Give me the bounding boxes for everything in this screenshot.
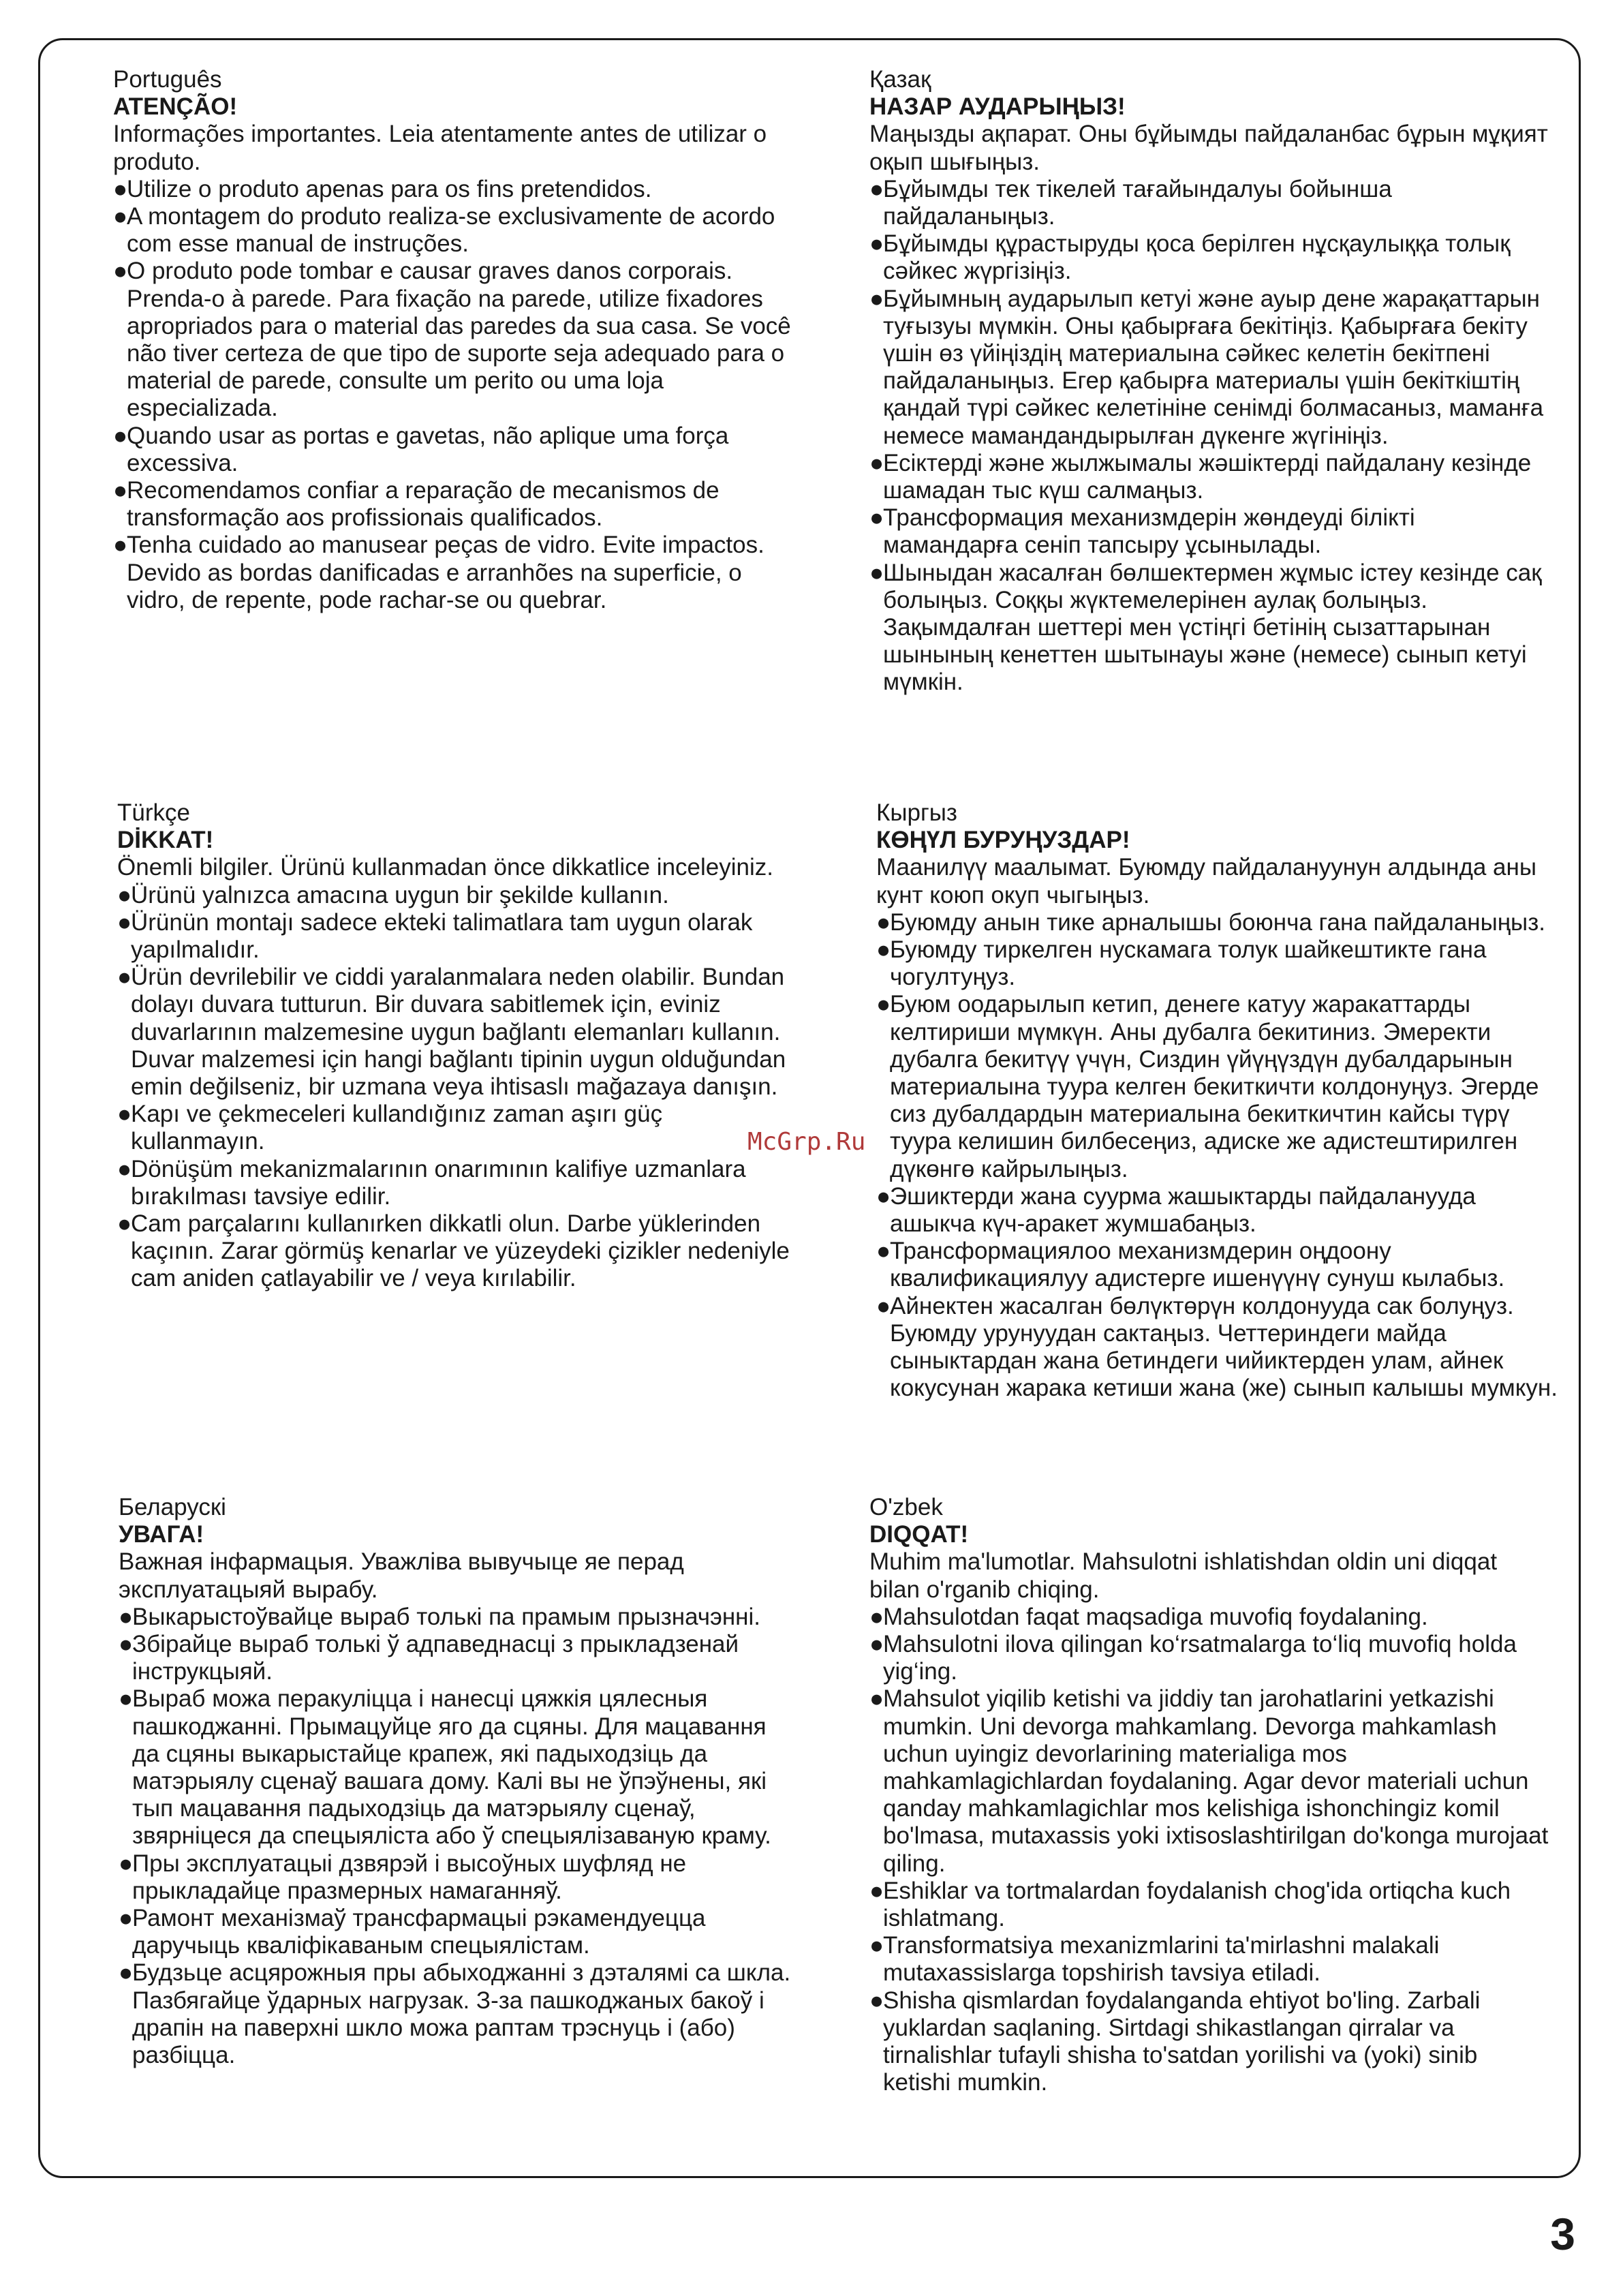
list-item-text: Mahsulotdan faqat maqsadiga muvofiq foydalaning. — [883, 1603, 1428, 1630]
list-item — [876, 1293, 1558, 1403]
list-item — [869, 450, 1551, 504]
bullet-icon: ● — [117, 1155, 132, 1182]
list-item-text: Буюмду тиркелген нускамага толук шайкештикте гана чогултуңуз. — [890, 936, 1487, 991]
bullet-icon: ● — [113, 258, 128, 285]
list-item-text: Mahsulot yiqilib ketishi va jiddiy tan jarohatlarini yetkazishi mumkin. Uni devorga mahkamlang. Devorga mahkamlash uchun uyingiz devorlarining materialiga mos mahkamlagichlardan foydalaning. Agar devor materiali uchun qanday mahkamlagichlar mos kelishiga ishonchingiz komil bo'lmasa, mutaxassis yoki ixtisoslashtirilgan do'konga murojaat qiling. — [883, 1685, 1549, 1877]
list-item — [869, 176, 1551, 230]
warning-heading: УВАГА! — [119, 1521, 204, 1548]
list-item — [869, 504, 1551, 559]
list-item-text: Tenha cuidado ao manusear peças de vidro. Evite impactos. Devido as bordas danificadas e arranhões na superficie, o vidro, de repente, pode rachar-se ou quebrar. — [127, 532, 764, 613]
intro-text: Informações importantes. Leia atentamente antes de utilizar o produto. — [113, 121, 767, 175]
intro-text: Маанилүү маалымат. Буюмду пайдалануунун алдында аны кунт коюп окуп чыгыңыз. — [876, 854, 1537, 908]
bullet-icon: ● — [876, 991, 891, 1018]
section-belarusian — [119, 1494, 800, 2069]
list-item — [113, 477, 794, 532]
bullet-icon: ● — [113, 422, 128, 449]
list-item-text: Рамонт механізмаў трансфармацыі рэкамендуецца даручыць кваліфікаваным спецыялістам. — [132, 1905, 706, 1959]
bullet-icon: ● — [869, 230, 884, 258]
list-item — [876, 909, 1558, 936]
list-item-text: Выраб можа перакуліцца і нанесці цяжкія цялесныя пашкоджанні. Прымацуйце яго да сцяны. Для мацавання да сцяны выкарыстайце крапеж, які падыходзіць да матэрыялу сценаў вашага дому. Калі вы не ўпэўнены, які тып мацавання падыходзіць да матэрыялу сценаў, звярніцеся да спецыяліста або ў спецыялізаваную краму. — [132, 1685, 771, 1850]
list-item — [113, 176, 794, 203]
list-item-text: Ürünü yalnızca amacına uygun bir şekilde kullanın. — [131, 881, 669, 908]
instruction-list — [117, 882, 799, 1293]
bullet-icon: ● — [119, 1685, 134, 1713]
list-item-text: Utilize o produto apenas para os fins pretendidos. — [127, 175, 652, 202]
intro-text: Önemli bilgiler. Ürünü kullanmadan önce dikkatlice inceleyiniz. — [117, 854, 773, 881]
bullet-icon: ● — [117, 964, 132, 991]
list-item — [876, 991, 1558, 1182]
list-item-text: Шыныдан жасалған бөлшектермен жұмыс істеу кезінде сақ болыңыз. Соққы жүктемелерінен аулақ болыңыз. Зақымдалған шеттері мен үстіңгі бетінің сызаттарынан шынының кенеттен шытынауы және (немесе) сынып кетуі мүмкін. — [883, 559, 1542, 696]
list-item — [113, 423, 794, 477]
list-item-text: Айнектен жасалган бөлүктөрүн колдонууда сак болуңуз. Буюмду урунуудан сактаңыз. Четтериндеги майда сыныктардан жана бетиндеги чийиктерден улам, айнек кокусунан жарака кетиши жана (же) сынып калышы мумкун. — [890, 1292, 1558, 1402]
list-item — [117, 1101, 799, 1155]
warning-heading: DİKKAT! — [117, 827, 214, 854]
bullet-icon: ● — [113, 203, 128, 230]
list-item — [119, 1685, 800, 1850]
instruction-list — [119, 1604, 800, 2069]
bullet-icon: ● — [119, 1905, 134, 1932]
bullet-icon: ● — [119, 1850, 134, 1877]
list-item-text: Бұйымды құрастыруды қоса берілген нұсқаулыққа толық сәйкес жүргізіңіз. — [883, 230, 1511, 285]
list-item — [113, 203, 794, 258]
bullet-icon: ● — [119, 1603, 134, 1630]
list-item-text: O produto pode tombar e causar graves danos corporais. Prenda-o à parede. Para fixação na parede, utilize fixadores apropriados para o material das paredes da sua casa. Se você não tiver certeza de que tipo de suporte seja adequado para o material de parede, consulte um perito ou uma loja especializada. — [127, 258, 791, 422]
warning-heading: ATENÇÃO! — [113, 93, 238, 121]
bullet-icon: ● — [117, 1101, 132, 1128]
list-item-text: Mahsulotni ilova qilingan ko‘rsatmalarga to‘liq muvofiq holda yig‘ing. — [883, 1631, 1517, 1685]
bullet-icon: ● — [869, 1603, 884, 1630]
instruction-list — [113, 176, 794, 614]
language-heading: Қазақ — [869, 66, 931, 93]
bullet-icon: ● — [876, 1182, 891, 1210]
language-heading: Türkçe — [117, 799, 190, 826]
list-item-text: Трансформация механизмдерін жөндеуді білікті мамандарға сеніп тапсыру ұсынылады. — [883, 504, 1415, 559]
bullet-icon: ● — [869, 1877, 884, 1904]
list-item — [869, 286, 1551, 450]
intro-text: Важная інфармацыя. Уважліва вывучыце яе перад эксплуатацыяй вырабу. — [119, 1548, 684, 1603]
list-item-text: Eshiklar va tortmalardan foydalanish chog'ida ortiqcha kuch ishlatmang. — [883, 1877, 1511, 1932]
list-item — [869, 1932, 1551, 1987]
bullet-icon: ● — [876, 936, 891, 964]
list-item-text: Будзьце асцярожныя пры абыходжанні з дэталямі са шкла. Пазбягайце ўдарных нагрузак. З-за пашкоджаных бакоў і драпін на паверхні шкло можа раптам трэснуць і (або) разбіцца. — [132, 1959, 791, 2069]
bullet-icon: ● — [869, 175, 884, 202]
warning-heading: КӨҢҮЛ БУРУҢУЗДАР! — [876, 827, 1130, 854]
section-kyrgyz — [876, 799, 1558, 1402]
bullet-icon: ● — [113, 477, 128, 504]
list-item-text: Cam parçalarını kullanırken dikkatli olun. Darbe yüklerinden kaçının. Zarar görmüş kenarlar ve yüzeydeki çizikler nedeniyle cam aniden çatlayabilir ve / veya kırılabilir. — [131, 1210, 790, 1292]
list-item — [119, 1905, 800, 1959]
instruction-list — [869, 1604, 1551, 2097]
list-item — [869, 1987, 1551, 2097]
list-item-text: Буюмду анын тике арналышы боюнча гана пайдаланыңыз. — [890, 908, 1545, 936]
list-item-text: Буюм оодарылып кетип, денеге катуу жаракаттарды келтириши мүмкүн. Аны дубалга бекитиниз. Эмеректи дубалга бекитүү үчүн, Сиздин үйүңүздүн дубалдарынын материалына туура келген бекиткичти колдонуңуз. Эгерде сиз дубалдардын материалына бекиткичтин кайсы түрү туура келишин билбесеңиз, адиске же адистештирилген дүкөнгө кайрылыңыз. — [890, 991, 1539, 1182]
bullet-icon: ● — [869, 285, 884, 312]
bullet-icon: ● — [869, 1987, 884, 2014]
list-item — [117, 964, 799, 1101]
bullet-icon: ● — [117, 1210, 132, 1238]
list-item-text: Ürünün montajı sadece ekteki talimatlara tam uygun olarak yapılmalıdır. — [131, 908, 753, 964]
list-item — [119, 1604, 800, 1631]
bullet-icon: ● — [869, 1631, 884, 1658]
list-item — [869, 1878, 1551, 1932]
list-item-text: Transformatsiya mexanizmlarini ta'mirlashni malakali mutaxassislarga topshirish tavsiya etiladi. — [883, 1932, 1440, 1987]
list-item — [119, 1959, 800, 2069]
bullet-icon: ● — [117, 881, 132, 908]
bullet-icon: ● — [113, 175, 128, 202]
list-item — [113, 532, 794, 614]
list-item — [876, 1183, 1558, 1238]
section-portugues — [113, 66, 794, 614]
list-item — [113, 258, 794, 422]
list-item — [876, 936, 1558, 991]
section-turkce — [117, 799, 799, 1293]
list-item — [117, 1156, 799, 1210]
list-item-text: Kapı ve çekmeceleri kullandığınız zaman aşırı güç kullanmayın. — [131, 1101, 663, 1155]
list-item-text: Ürün devrilebilir ve ciddi yaralanmalara neden olabilir. Bundan dolayı duvara tutturun. Bir duvara sabitlemek için, eviniz duvarlarının malzemesine uygun bağlantı elemanları kullanın. Duvar malzemesi için hangi bağlantı tipinin uygun olduğundan emin değilseniz, bir uzmana veya ihtisaslı mağazaya danışın. — [131, 964, 786, 1101]
instruction-list — [876, 909, 1558, 1403]
list-item-text: Бұйымды тек тікелей тағайындалуы бойынша пайдаланыңыз. — [883, 175, 1392, 230]
list-item — [869, 1604, 1551, 1631]
list-item — [119, 1850, 800, 1905]
list-item-text: Выкарыстоўвайце выраб толькі па прамым прызначэнні. — [132, 1603, 761, 1630]
list-item-text: Трансформациялоо механизмдерин оңдоону квалификациялуу адистерге ишенүүнү сунуш кылабыз. — [890, 1238, 1505, 1292]
list-item — [876, 1238, 1558, 1292]
language-heading: O'zbek — [869, 1494, 943, 1520]
language-heading: Беларускі — [119, 1494, 226, 1520]
intro-text: Маңызды ақпарат. Оны бұйымды пайдаланбас бұрын мұқият оқып шығыңыз. — [869, 121, 1548, 175]
intro-text: Muhim ma'lumotlar. Mahsulotni ishlatishdan oldin uni diqqat bilan o'rganib chiqing. — [869, 1548, 1498, 1603]
list-item-text: Recomendamos confiar a reparação de mecanismos de transformação aos profissionais qualificados. — [127, 477, 720, 532]
list-item — [869, 560, 1551, 697]
list-item — [117, 882, 799, 909]
bullet-icon: ● — [119, 1631, 134, 1658]
list-item-text: Quando usar as portas e gavetas, não aplique uma força excessiva. — [127, 422, 729, 476]
list-item-text: Збірайце выраб толькі ў адпаведнасці з прыкладзенай інструкцыяй. — [132, 1631, 739, 1685]
list-item — [869, 1685, 1551, 1877]
list-item-text: Dönüşüm mekanizmalarının onarımının kalifiye uzmanlara bırakılması tavsiye edilir. — [131, 1155, 746, 1210]
list-item — [119, 1631, 800, 1685]
list-item-text: A montagem do produto realiza-se exclusivamente de acordo com esse manual de instruções. — [127, 203, 775, 258]
instruction-list — [869, 176, 1551, 697]
bullet-icon: ● — [869, 1685, 884, 1713]
language-heading: Кыргыз — [876, 799, 957, 826]
language-heading: Português — [113, 66, 222, 93]
list-item — [117, 1210, 799, 1293]
list-item-text: Есіктерді және жылжымалы жәшіктерді пайдалану кезінде шамадан тыс күш салмаңыз. — [883, 449, 1532, 504]
bullet-icon: ● — [876, 908, 891, 936]
list-item-text: Shisha qismlardan foydalanganda ehtiyot bo'ling. Zarbali yuklardan saqlaning. Sirtdagi shikastlangan qirralar va tirnalishlar tufayli shisha to'satdan yorilishi va (yoki) sinib ketishi mumkin. — [883, 1987, 1481, 2096]
bullet-icon: ● — [117, 908, 132, 936]
bullet-icon: ● — [876, 1292, 891, 1319]
page-number: 3 — [1550, 2209, 1575, 2259]
bullet-icon: ● — [869, 504, 884, 532]
bullet-icon: ● — [876, 1238, 891, 1265]
warning-heading: DIQQAT! — [869, 1521, 969, 1548]
bullet-icon: ● — [869, 1932, 884, 1959]
list-item — [869, 1631, 1551, 1685]
bullet-icon: ● — [869, 449, 884, 476]
bullet-icon: ● — [113, 532, 128, 559]
list-item-text: Пры эксплуатацыі дзвярэй і высоўных шуфляд не прыкладайце празмерных намаганняў. — [132, 1850, 687, 1904]
watermark: McGrp.Ru — [747, 1128, 866, 1156]
list-item-text: Эшиктерди жана суурма жашыктарды пайдаланууда ашыкча күч-аракет жумшабаңыз. — [890, 1182, 1476, 1238]
bullet-icon: ● — [869, 559, 884, 586]
section-kazakh — [869, 66, 1551, 697]
bullet-icon: ● — [119, 1959, 134, 1987]
warning-heading: НАЗАР АУДАРЫҢЫЗ! — [869, 93, 1126, 121]
list-item — [117, 909, 799, 964]
list-item — [869, 230, 1551, 285]
section-uzbek — [869, 1494, 1551, 2096]
list-item-text: Бұйымның аударылып кетуі және ауыр дене жарақаттарын туғызуы мүмкін. Оны қабырғаға бекітіңіз. Қабырғаға бекіту үшін өз үйіңіздің материалына сәйкес келетін бекітпені пайдаланыңыз. Егер қабырға материалы үшін бекіткіштің қандай түрі сәйкес келетініне сенімді болмасаныз, маманға немесе мамандандырылған дүкенге жүгініңіз. — [883, 285, 1544, 449]
